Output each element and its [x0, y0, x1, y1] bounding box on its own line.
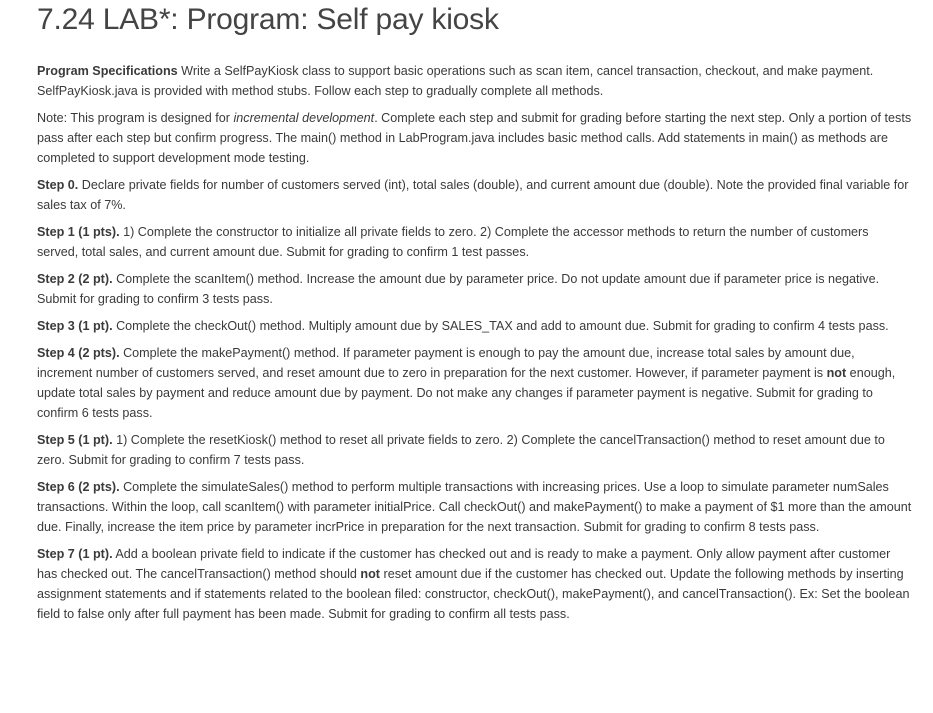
step-7-text-a: Add a boolean private field to indicate if the customer has checked out and is ready to make a payment. Only allow payment after customer has checked out. The cancelTransaction() method should	[37, 547, 891, 581]
step-4	[37, 343, 913, 423]
step-5-text: 1) Complete the resetKiosk() method to reset all private fields to zero. 2) Complete the cancelTransaction() method to reset amount due to zero. Submit for grading to confirm 7 tests pass.	[37, 433, 885, 467]
step-7-label: Step 7 (1 pt).	[37, 547, 113, 561]
step-3	[37, 316, 913, 336]
step-1-label: Step 1 (1 pts).	[37, 225, 120, 239]
step-6	[37, 477, 913, 537]
program-specifications	[37, 61, 913, 101]
step-6-text: Complete the simulateSales() method to perform multiple transactions with increasing prices. Use a loop to simulate parameter numSales transactions. Within the loop, call scanItem() with parameter initialPrice. Call checkOut() and makePayment() to make a payment of $1 more than the amount due. Finally, increase the item price by parameter incrPrice in preparation for the next transaction. Submit for grading to confirm 8 tests pass.	[37, 480, 912, 534]
step-0	[37, 175, 913, 215]
step-1-text: 1) Complete the constructor to initialize all private fields to zero. 2) Complete the accessor methods to return the number of customers served, total sales, and current amount due. Submit for grading to confirm 1 test passes.	[37, 225, 869, 259]
note-post: . Complete each step and submit for grading before starting the next step. Only a portion of tests pass after each step but confirm progress. The main() method in LabProgram.java includes basic method calls. Add statements in main() as methods are completed to support development mode testing.	[37, 111, 912, 165]
step-2-label: Step 2 (2 pt).	[37, 272, 113, 286]
step-7-text-b: reset amount due if the customer has checked out. Update the following methods by inserting assignment statements and if statements related to the boolean filed: constructor, checkOut(), makePayment(), and cancelTransaction(). Ex: Set the boolean field to false only after full payment has been made. Submit for grading to confirm all tests pass.	[37, 567, 910, 621]
lab-instructions	[37, 61, 913, 631]
step-4-text-a: Complete the makePayment() method. If parameter payment is enough to pay the amount due, increase total sales by amount due, increment number of customers served, and reset amount due to zero in preparation for the next customer. However, if parameter payment is	[37, 346, 855, 380]
spec-text: Write a SelfPayKiosk class to support basic operations such as scan item, cancel transaction, checkout, and make payment. SelfPayKiosk.java is provided with method stubs. Follow each step to gradually complete all methods.	[37, 64, 874, 98]
page-title: 7.24 LAB*: Program: Self pay kiosk	[37, 3, 499, 36]
step-5-label: Step 5 (1 pt).	[37, 433, 113, 447]
step-2	[37, 269, 913, 309]
step-0-text: Declare private fields for number of customers served (int), total sales (double), and current amount due (double). Note the provided final variable for sales tax of 7%.	[37, 178, 909, 212]
step-7-emphasis: not	[360, 567, 381, 581]
step-7	[37, 544, 913, 624]
step-3-text: Complete the checkOut() method. Multiply amount due by SALES_TAX and add to amount due. Submit for grading to confirm 4 tests pass.	[112, 319, 889, 333]
step-2-text: Complete the scanItem() method. Increase the amount due by parameter price. Do not update amount due if parameter price is negative. Submit for grading to confirm 3 tests pass.	[37, 272, 880, 306]
step-5	[37, 430, 913, 470]
step-4-text-b: enough, update total sales by payment and reduce amount due by payment. Do not make any changes if parameter payment is negative. Submit for grading to confirm 6 tests pass.	[37, 366, 896, 420]
note-emphasis: incremental development	[233, 111, 375, 125]
step-1	[37, 222, 913, 262]
step-4-emphasis: not	[826, 366, 847, 380]
step-3-label: Step 3 (1 pt).	[37, 319, 113, 333]
note-pre: Note: This program is designed for	[37, 111, 234, 125]
step-6-label: Step 6 (2 pts).	[37, 480, 120, 494]
step-4-label: Step 4 (2 pts).	[37, 346, 120, 360]
incremental-note	[37, 108, 913, 168]
spec-label: Program Specifications	[37, 64, 178, 78]
step-0-label: Step 0.	[37, 178, 79, 192]
